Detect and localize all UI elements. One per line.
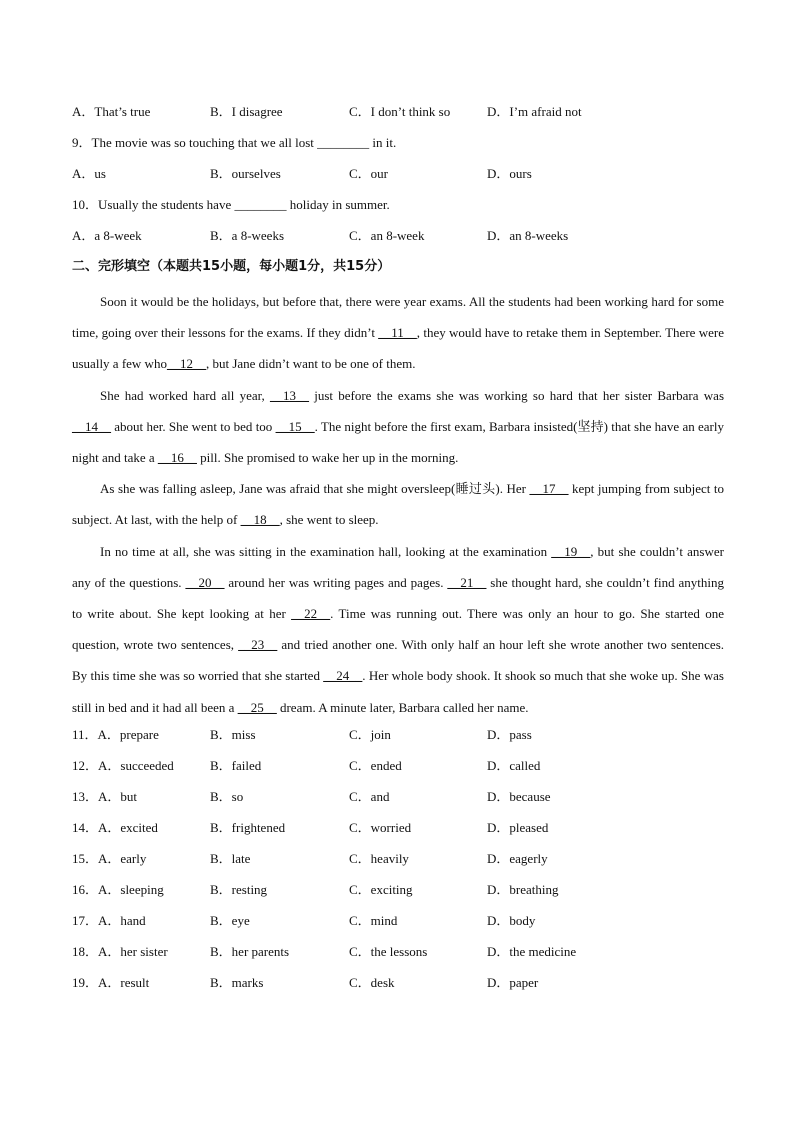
blank-23: __23__ (238, 637, 278, 653)
choice-14-b: B．frightened (210, 819, 286, 835)
passage-text: dream. A minute later, Barbara called her name. (276, 699, 529, 715)
passage-text: . The night before the first exam, Barbara insisted(坚持) that she have an early night and take a (72, 418, 725, 466)
blank-19: __19__ (551, 543, 591, 559)
choice-15-b: B．late (210, 850, 251, 866)
choice-row-16 (72, 878, 724, 909)
choice-row-19 (72, 971, 724, 1002)
q10-stem-end: holiday in summer. (286, 197, 390, 212)
choice-11-c: C．join (349, 726, 391, 742)
choice-17-b: B．eye (210, 912, 250, 928)
passage-paragraph-4 (72, 536, 724, 723)
q8-option-b: B．I disagree (210, 104, 283, 119)
choice-row-17 (72, 909, 724, 940)
q10-option-b: B．a 8-weeks (210, 228, 285, 243)
q10-stem (72, 193, 724, 224)
choice-row-15 (72, 847, 724, 878)
choice-row-18 (72, 940, 724, 971)
choice-16-d: D．breathing (487, 881, 559, 897)
section-title: 二、完形填空（本题共15小题，每小题1分，共15分） (72, 259, 391, 274)
choice-16-b: B．resting (210, 881, 268, 897)
q10-options (72, 224, 724, 255)
choice-16-a: 16．A．sleeping (72, 881, 164, 897)
choice-17-a: 17．A．hand (72, 912, 146, 928)
passage-text: about her. She went to bed too (111, 418, 276, 434)
exam-page (72, 100, 724, 1002)
passage-text: In no time at all, she was sitting in the examination hall, looking at the examination (100, 543, 552, 559)
passage-text: , but she couldn’t answer any of the questions. (72, 543, 724, 590)
blank-18: __18__ (240, 512, 280, 528)
passage-text: . Her whole body shook. It shook so much that she woke up. She was still in bed and it had all been a (72, 668, 724, 715)
q8-option-a: A．That’s true (72, 104, 151, 119)
blank-12: __12__ (166, 356, 206, 372)
choice-row-11 (72, 723, 724, 754)
choice-16-c: C．exciting (349, 881, 413, 897)
passage-text: pill. She promised to wake her up in the morning. (196, 450, 459, 466)
choice-19-a: 19．A．result (72, 974, 150, 990)
choice-12-b: B．failed (210, 757, 262, 773)
q9-option-d: D．ours (487, 166, 532, 181)
q9-blank: ________ (317, 135, 370, 150)
choice-13-b: B．so (210, 788, 244, 804)
q9-stem (72, 131, 724, 162)
passage-text: , they would have to retake them in September. There were usually a few who (72, 325, 724, 372)
choice-15-a: 15．A．early (72, 850, 147, 866)
blank-14: __14__ (72, 418, 111, 434)
choice-row-14 (72, 816, 724, 847)
choice-row-13 (72, 785, 724, 816)
q9-stem-text: 9．The movie was so touching that we all lost (72, 135, 318, 150)
passage-text: kept jumping from subject to subject. At last, with the help of (72, 481, 725, 528)
choice-11-d: D．pass (487, 726, 532, 742)
blank-15: __15__ (275, 418, 315, 434)
blank-22: __22__ (291, 606, 331, 622)
passage-text: around her was writing pages and pages. (224, 574, 448, 590)
choice-15-d: D．eagerly (487, 850, 548, 866)
q9-stem-end: in it. (369, 135, 397, 150)
q10-option-a: A．a 8-week (72, 228, 142, 243)
q10-option-c: C．an 8-week (349, 228, 425, 243)
q9-option-a: A．us (72, 166, 106, 181)
choice-17-c: C．mind (349, 912, 398, 928)
choice-19-c: C．desk (349, 974, 395, 990)
choice-18-c: C．the lessons (349, 943, 428, 959)
passage-text: , she went to sleep. (279, 512, 379, 528)
q10-blank: ________ (234, 197, 287, 212)
blank-20: __20__ (185, 574, 225, 590)
q8-option-d: D．I’m afraid not (487, 104, 582, 119)
passage-text: and tried another one. With only half an hour left she wrote another two sentences. By this time she was so worried that she started (72, 637, 724, 684)
passage-paragraph-2 (72, 380, 724, 474)
q10-stem-text: 10．Usually the students have (72, 197, 235, 212)
passage-text: , but Jane didn’t want to be one of them. (205, 356, 416, 372)
choice-13-c: C．and (349, 788, 390, 804)
choice-13-d: D．because (487, 788, 551, 804)
passage-text: she thought hard, she couldn’t find anything to write about. She kept looking at her (72, 574, 724, 622)
passage-text: just before the exams she was working so hard that her sister Barbara was (308, 387, 724, 403)
choice-13-a: 13．A．but (72, 788, 138, 804)
blank-16: __16__ (157, 450, 197, 466)
q8-option-c: C．I don’t think so (349, 104, 451, 119)
blank-24: __24__ (323, 668, 363, 684)
passage-text: As she was falling asleep, Jane was afraid that she might oversleep(睡过头). Her (100, 481, 530, 497)
choice-12-d: D．called (487, 757, 541, 773)
blank-25: __25__ (237, 699, 277, 715)
q9-options (72, 162, 724, 193)
choice-11-b: B．miss (210, 726, 256, 742)
passage-paragraph-3 (72, 473, 724, 535)
choice-19-d: D．paper (487, 974, 539, 990)
choice-11-a: 11．A．prepare (72, 726, 159, 742)
passage-text: Soon it would be the holidays, but before that, there were year exams. All the students had been working hard for some time, going over their lessons for the exams. If they didn’t (72, 294, 724, 341)
choice-17-d: D．body (487, 912, 536, 928)
q8-options (72, 100, 724, 131)
passage-text: She had worked hard all year, (100, 387, 270, 403)
passage-text: . Time was running out. There was only an hour to go. She started one question, wrote two sentences, (72, 606, 724, 653)
choice-18-d: D．the medicine (487, 943, 577, 959)
q9-option-c: C．our (349, 166, 389, 181)
choice-12-c: C．ended (349, 757, 402, 773)
q9-option-b: B．ourselves (210, 166, 281, 181)
blank-11: __11__ (378, 325, 417, 341)
choice-12-a: 12．A．succeeded (72, 757, 174, 773)
q10-option-d: D．an 8-weeks (487, 228, 569, 243)
blank-13: __13__ (269, 387, 309, 403)
choice-15-c: C．heavily (349, 850, 409, 866)
choice-14-d: D．pleased (487, 819, 549, 835)
choice-row-12 (72, 754, 724, 785)
choice-14-c: C．worried (349, 819, 412, 835)
blank-17: __17__ (529, 481, 569, 497)
choice-14-a: 14．A．excited (72, 819, 158, 835)
choice-18-a: 18．A．her sister (72, 943, 168, 959)
blank-21: __21__ (447, 574, 487, 590)
choice-19-b: B．marks (210, 974, 264, 990)
passage-paragraph-1 (72, 286, 724, 380)
choice-18-b: B．her parents (210, 943, 290, 959)
